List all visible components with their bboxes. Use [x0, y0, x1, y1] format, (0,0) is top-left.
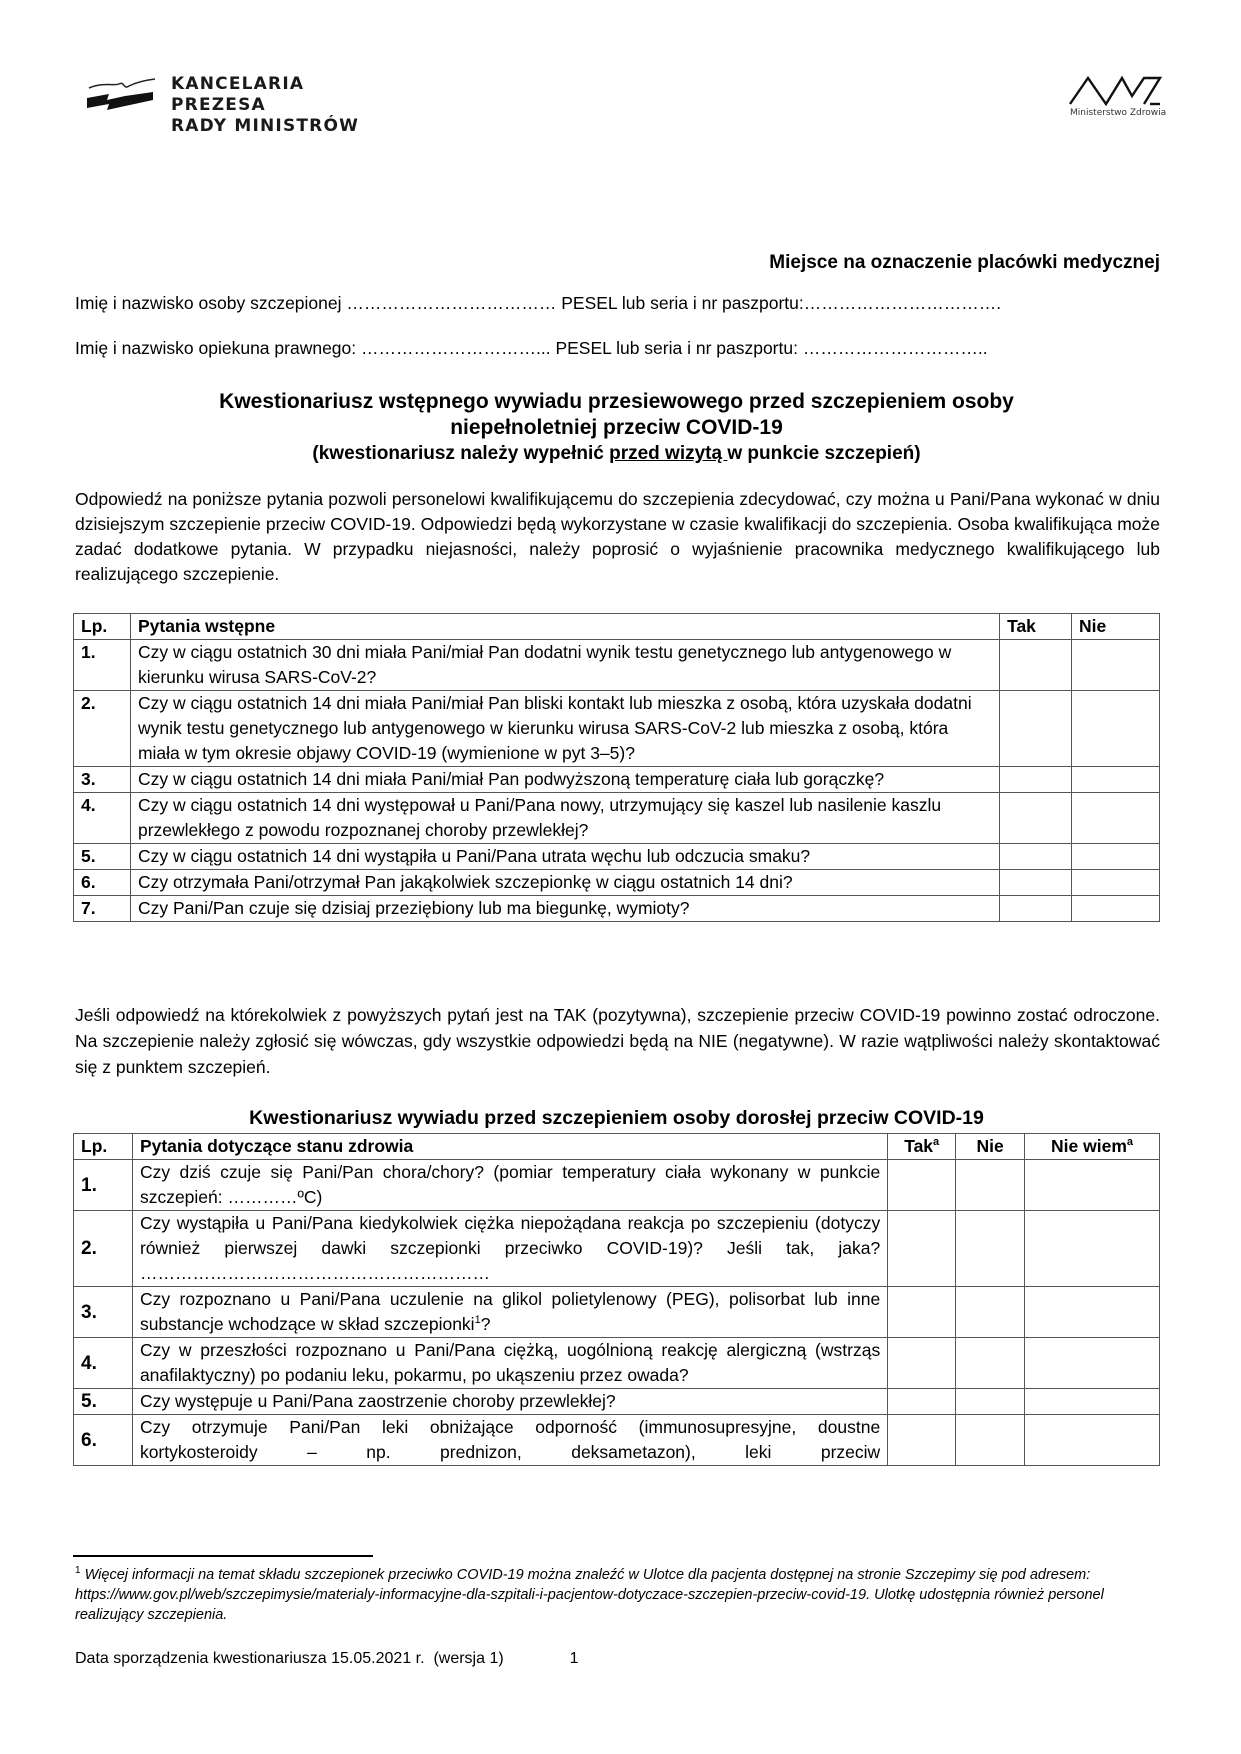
answer-yes-cell[interactable]	[1000, 793, 1072, 844]
table-row	[74, 691, 1160, 767]
table-row	[74, 1287, 1160, 1338]
answer-yes-cell[interactable]	[1000, 896, 1072, 922]
kprm-line1: KANCELARIA PREZESA	[171, 74, 305, 115]
table-header-row	[74, 1134, 1160, 1160]
table-row	[74, 844, 1160, 870]
patient-name-pesel-field[interactable]: Imię i nazwisko osoby szczepionej ……………………………… PESEL lub seria i nr paszportu:…………………………….	[75, 293, 1002, 313]
row-number: 2.	[74, 691, 131, 767]
answer-no-cell[interactable]	[1072, 691, 1160, 767]
question-text: Czy otrzymuje Pani/Pan leki obniżające odporność (immunosupresyjne, doustne kortykosteroidy – np. prednizon, deksametazon), leki przeciw	[132, 1415, 887, 1466]
question-text	[132, 1287, 887, 1338]
answer-no-cell[interactable]	[956, 1211, 1025, 1287]
answer-no-cell[interactable]	[1072, 767, 1160, 793]
answer-yes-cell[interactable]	[1000, 691, 1072, 767]
row-number: 4.	[74, 793, 131, 844]
row-number: 2.	[74, 1211, 133, 1287]
row-number: 1.	[74, 1160, 133, 1211]
answer-no-cell[interactable]	[956, 1287, 1025, 1338]
col-yes: Tak	[1000, 614, 1072, 640]
form-subtitle	[73, 443, 1160, 465]
footnote-ref[interactable]: 1	[474, 1314, 481, 1327]
question-text: Czy Pani/Pan czuje się dzisiaj przeziębiony lub ma biegunkę, wymioty?	[130, 896, 999, 922]
question-text: Czy w ciągu ostatnich 30 dni miała Pani/miał Pan dodatni wynik testu genetycznego lub antygenowego w kierunku wirusa SARS-CoV-2?	[130, 640, 999, 691]
answer-no-cell[interactable]	[1072, 640, 1160, 691]
footnote-divider	[73, 1555, 373, 1557]
col-dont-know-sup: a	[1126, 1136, 1134, 1149]
footnote-marker: 1	[75, 1565, 81, 1577]
answer-yes-cell[interactable]	[1000, 844, 1072, 870]
answer-dont-know-cell[interactable]	[1025, 1287, 1160, 1338]
answer-no-cell[interactable]	[956, 1415, 1025, 1466]
kprm-flag-icon	[85, 76, 157, 116]
col-question: Pytania wstępne	[130, 614, 999, 640]
table-row	[74, 1160, 1160, 1211]
answer-yes-cell[interactable]	[888, 1389, 956, 1415]
answer-yes-cell[interactable]	[1000, 870, 1072, 896]
answer-yes-cell[interactable]	[888, 1338, 956, 1389]
col-yes	[888, 1134, 956, 1160]
kprm-logo	[85, 72, 405, 136]
table-row	[74, 896, 1160, 922]
question-text-main: Czy rozpoznano u Pani/Pana uczulenie na glikol polietylenowy (PEG), polisorbat lub inne substancje wchodzące w skład szczepionki	[139, 1289, 881, 1334]
question-text: Czy w ciągu ostatnich 14 dni występował u Pani/Pana nowy, utrzymujący się kaszel lub nasilenie kaszlu przewlekłego z powodu rozpoznanej choroby przewlekłej?	[130, 793, 999, 844]
answer-dont-know-cell[interactable]	[1025, 1338, 1160, 1389]
row-number: 3.	[74, 1287, 133, 1338]
question-text: Czy otrzymała Pani/otrzymał Pan jakąkolwiek szczepionkę w ciągu ostatnich 14 dni?	[130, 870, 999, 896]
footer-date: Data sporządzenia kwestionariusza 15.05.2021 r. (wersja 1)	[75, 1650, 504, 1667]
table-row	[74, 870, 1160, 896]
col-no: Nie	[956, 1134, 1025, 1160]
col-lp: Lp.	[74, 1134, 133, 1160]
question-text: Czy wystąpiła u Pani/Pana kiedykolwiek ciężka niepożądana reakcja po szczepieniu (dotyczy również pierwszej dawki szczepionki przeciwko COVID-19)? Jeśli tak, jaka? ……………………………………………………	[132, 1211, 887, 1287]
subtitle-text-end: w punkcie szczepień	[727, 443, 915, 464]
answer-no-cell[interactable]	[956, 1338, 1025, 1389]
mz-caption: Ministerstwo Zdrowia	[1070, 108, 1167, 118]
form-title	[73, 389, 1160, 441]
table-header-row	[74, 614, 1160, 640]
answer-dont-know-cell[interactable]	[1025, 1415, 1160, 1466]
question-text: Czy w ciągu ostatnich 14 dni wystąpiła u Pani/Pana utrata węchu lub odczucia smaku?	[130, 844, 999, 870]
answer-no-cell[interactable]	[1072, 870, 1160, 896]
question-text: Czy w ciągu ostatnich 14 dni miała Pani/miał Pan podwyższoną temperaturę ciała lub gorączkę?	[130, 767, 999, 793]
page-footer	[75, 1650, 579, 1668]
row-number: 5.	[74, 1389, 133, 1415]
col-yes-label: Tak	[904, 1136, 934, 1156]
col-question: Pytania dotyczące stanu zdrowia	[132, 1134, 887, 1160]
health-table	[73, 1133, 1160, 1466]
page-number: 1	[569, 1650, 579, 1667]
answer-yes-cell[interactable]	[888, 1211, 956, 1287]
question-text: Czy w przeszłości rozpoznano u Pani/Pana ciężką, uogólnioną reakcję alergiczną (wstrząs anafilaktyczny) po podaniu leku, pokarmu, po ukąszeniu przez owada?	[132, 1338, 887, 1389]
answer-no-cell[interactable]	[1072, 844, 1160, 870]
answer-yes-cell[interactable]	[1000, 767, 1072, 793]
kprm-logo-text	[171, 74, 405, 137]
answer-no-cell[interactable]	[956, 1389, 1025, 1415]
kprm-line2: RADY MINISTRÓW	[171, 116, 360, 136]
row-number: 4.	[74, 1338, 133, 1389]
subtitle-underlined: przed wizytą	[609, 443, 728, 464]
answer-dont-know-cell[interactable]	[1025, 1160, 1160, 1211]
mz-logo	[1058, 72, 1170, 122]
question-text: Czy występuje u Pani/Pana zaostrzenie choroby przewlekłej?	[132, 1389, 887, 1415]
table-row	[74, 1338, 1160, 1389]
deferral-note: Jeśli odpowiedź na którekolwiek z powyższych pytań jest na TAK (pozytywna), szczepienie przeciw COVID-19 powinno zostać odroczone. Na szczepienie należy zgłosić się wówczas, gdy wszystkie odpowiedzi będą na NIE (negatywne). W razie wątpliwości należy skontaktować się z punktem szczepień.	[75, 1005, 1160, 1077]
table-row	[74, 1389, 1160, 1415]
row-number: 6.	[74, 870, 131, 896]
col-dont-know-label: Nie wiem	[1051, 1136, 1127, 1156]
row-number: 5.	[74, 844, 131, 870]
footnote	[75, 1565, 1160, 1625]
table-row	[74, 793, 1160, 844]
answer-no-cell[interactable]	[1072, 793, 1160, 844]
answer-yes-cell[interactable]	[1000, 640, 1072, 691]
col-yes-sup: a	[933, 1136, 940, 1149]
subtitle-close: )	[914, 443, 921, 464]
answer-dont-know-cell[interactable]	[1025, 1211, 1160, 1287]
section2-title: Kwestionariusz wywiadu przed szczepieniem osoby dorosłej przeciw COVID-19	[249, 1107, 984, 1129]
medical-facility-label: Miejsce na oznaczenie placówki medycznej	[769, 252, 1160, 273]
col-lp: Lp.	[74, 614, 131, 640]
answer-no-cell[interactable]	[956, 1160, 1025, 1211]
row-number: 6.	[74, 1415, 133, 1466]
form-title-line1: Kwestionariusz wstępnego wywiadu przesiewowego przed szczepieniem osoby	[219, 390, 1014, 413]
screening-table	[73, 613, 1160, 922]
question-text: Czy w ciągu ostatnich 14 dni miała Pani/miał Pan bliski kontakt lub mieszka z osobą, która uzyskała dodatni wynik testu genetycznego lub antygenowego w kierunku wirusa SARS-CoV-2 lub mieszka z osobą, która miała w tym okresie objawy COVID-19 (wymienione w pyt 3–5)?	[130, 691, 999, 767]
row-number: 3.	[74, 767, 131, 793]
table-row	[74, 640, 1160, 691]
answer-dont-know-cell[interactable]	[1025, 1389, 1160, 1415]
question-text-end: ?	[480, 1314, 491, 1334]
row-number: 7.	[74, 896, 131, 922]
col-dont-know	[1025, 1134, 1160, 1160]
mz-zigzag-icon	[1066, 72, 1166, 108]
col-no: Nie	[1072, 614, 1160, 640]
form-title-line2: niepełnoletniej przeciw COVID-19	[450, 416, 783, 439]
answer-yes-cell[interactable]	[888, 1415, 956, 1466]
intro-paragraph: Odpowiedź na poniższe pytania pozwoli personelowi kwalifikującemu do szczepienia zdecydować, czy można u Pani/Pana wykonać w dniu dzisiejszym szczepienie przeciw COVID-19. Odpowiedzi będą wykorzystane w czasie kwalifikacji do szczepienia. Osoba kwalifikująca może zadać dodatkowe pytania. W przypadku niejasności, należy poprosić o wyjaśnienie pracownika medycznego kwalifikującego lub realizującego szczepienie.	[75, 489, 1160, 584]
table-row	[74, 1211, 1160, 1287]
answer-no-cell[interactable]	[1072, 896, 1160, 922]
row-number: 1.	[74, 640, 131, 691]
subtitle-text: (kwestionariusz należy wypełnić	[312, 443, 610, 464]
footnote-text: Więcej informacji na temat składu szczepionek przeciwko COVID-19 można znaleźć w Ulotce dla pacjenta dostępnej na stronie Szczepimy się pod adresem: https://www.gov.pl/web/szczepimysie/materialy-informacyjne-dla-szpitali-i-pacjentow-dotyczace-szczepien-przeciw-covid-19. Ulotkę udostępnia również personel realizujący szczepienia.	[75, 1567, 1104, 1623]
answer-yes-cell[interactable]	[888, 1287, 956, 1338]
question-text: Czy dziś czuje się Pani/Pan chora/chory? (pomiar temperatury ciała wykonany w punkcie szczepień: …………ºC)	[132, 1160, 887, 1211]
table-row	[74, 767, 1160, 793]
table-row	[74, 1415, 1160, 1466]
answer-yes-cell[interactable]	[888, 1160, 956, 1211]
guardian-name-pesel-field[interactable]: Imię i nazwisko opiekuna prawnego: …………………………... PESEL lub seria i nr paszportu: …………………………..	[75, 338, 988, 358]
